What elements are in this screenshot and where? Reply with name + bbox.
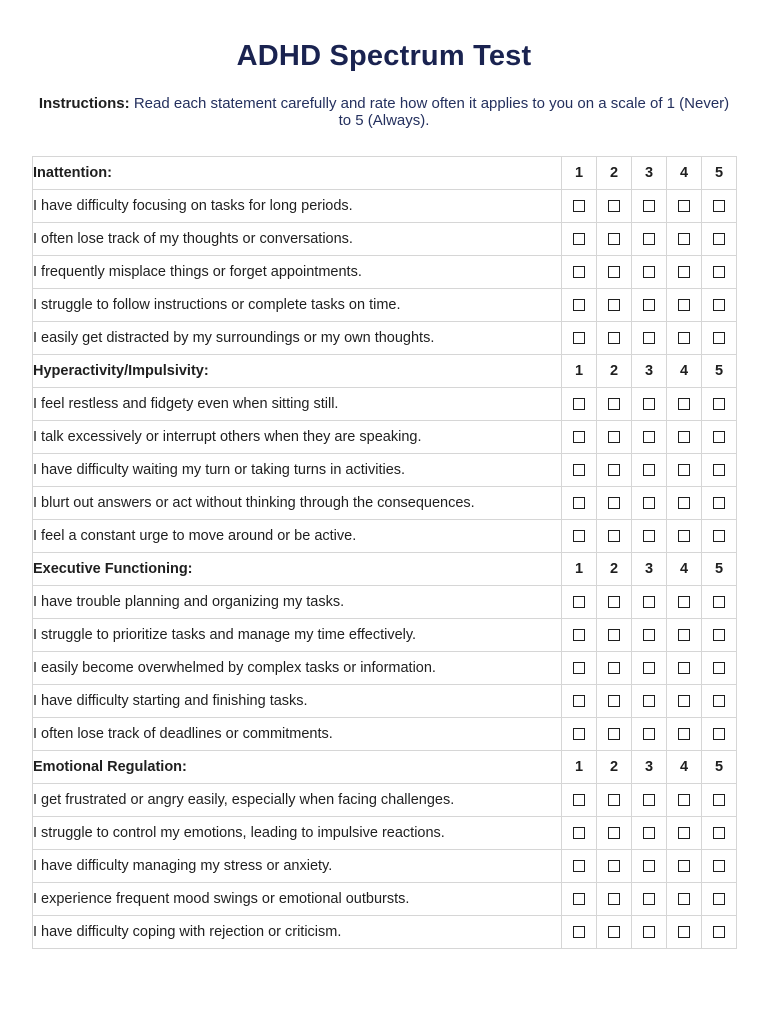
rating-cell-2: [597, 916, 632, 949]
statement-text: I have difficulty focusing on tasks for long periods.: [33, 190, 562, 223]
rating-checkbox-5[interactable]: [713, 299, 725, 311]
scale-label-4: 4: [667, 553, 702, 586]
rating-cell-3: [632, 322, 667, 355]
scale-label-2: 2: [597, 157, 632, 190]
rating-cell-2: [597, 883, 632, 916]
rating-cell-1: [562, 190, 597, 223]
rating-cell-4: [667, 916, 702, 949]
rating-cell-1: [562, 883, 597, 916]
statement-text: I feel restless and fidgety even when sitting still.: [33, 388, 562, 421]
rating-checkbox-5[interactable]: [713, 728, 725, 740]
rating-checkbox-3[interactable]: [643, 299, 655, 311]
rating-checkbox-1[interactable]: [573, 398, 585, 410]
rating-checkbox-1[interactable]: [573, 431, 585, 443]
rating-cell-4: [667, 289, 702, 322]
rating-table-body: [33, 157, 737, 949]
rating-cell-3: [632, 454, 667, 487]
section-header-hyperactivity-impulsivity: [33, 355, 737, 388]
rating-checkbox-2[interactable]: [608, 728, 620, 740]
rating-checkbox-1[interactable]: [573, 629, 585, 641]
rating-cell-2: [597, 619, 632, 652]
rating-checkbox-4[interactable]: [678, 926, 690, 938]
rating-checkbox-4[interactable]: [678, 464, 690, 476]
rating-checkbox-2[interactable]: [608, 266, 620, 278]
rating-cell-2: [597, 784, 632, 817]
rating-cell-3: [632, 685, 667, 718]
rating-checkbox-5[interactable]: [713, 530, 725, 542]
rating-cell-1: [562, 454, 597, 487]
scale-label-4: 4: [667, 157, 702, 190]
rating-cell-4: [667, 520, 702, 553]
rating-cell-1: [562, 586, 597, 619]
rating-cell-4: [667, 256, 702, 289]
rating-cell-4: [667, 223, 702, 256]
rating-cell-4: [667, 454, 702, 487]
rating-cell-2: [597, 223, 632, 256]
rating-cell-5: [702, 586, 737, 619]
rating-checkbox-2[interactable]: [608, 893, 620, 905]
statement-text: I get frustrated or angry easily, especially when facing challenges.: [33, 784, 562, 817]
rating-checkbox-1[interactable]: [573, 860, 585, 872]
rating-checkbox-1[interactable]: [573, 662, 585, 674]
rating-cell-5: [702, 619, 737, 652]
rating-checkbox-4[interactable]: [678, 332, 690, 344]
rating-checkbox-4[interactable]: [678, 893, 690, 905]
rating-cell-3: [632, 586, 667, 619]
rating-checkbox-2[interactable]: [608, 662, 620, 674]
scale-label-4: 4: [667, 355, 702, 388]
rating-cell-1: [562, 322, 597, 355]
scale-label-5: 5: [702, 553, 737, 586]
rating-checkbox-1[interactable]: [573, 926, 585, 938]
statement-text: I have trouble planning and organizing my tasks.: [33, 586, 562, 619]
rating-checkbox-1[interactable]: [573, 464, 585, 476]
rating-cell-4: [667, 817, 702, 850]
rating-cell-1: [562, 421, 597, 454]
rating-checkbox-2[interactable]: [608, 695, 620, 707]
rating-checkbox-1[interactable]: [573, 827, 585, 839]
statement-text: I struggle to follow instructions or complete tasks on time.: [33, 289, 562, 322]
rating-cell-5: [702, 520, 737, 553]
statement-row: [33, 256, 737, 289]
scale-label-3: 3: [632, 355, 667, 388]
rating-checkbox-3[interactable]: [643, 662, 655, 674]
rating-cell-5: [702, 454, 737, 487]
rating-cell-2: [597, 718, 632, 751]
rating-cell-2: [597, 685, 632, 718]
rating-cell-4: [667, 784, 702, 817]
scale-label-1: 1: [562, 355, 597, 388]
rating-checkbox-3[interactable]: [643, 695, 655, 707]
rating-checkbox-2[interactable]: [608, 332, 620, 344]
rating-cell-3: [632, 619, 667, 652]
statement-text: I frequently misplace things or forget appointments.: [33, 256, 562, 289]
rating-cell-2: [597, 487, 632, 520]
rating-cell-5: [702, 289, 737, 322]
statement-text: I blurt out answers or act without thinking through the consequences.: [33, 487, 562, 520]
rating-cell-5: [702, 850, 737, 883]
statement-row: [33, 223, 737, 256]
rating-checkbox-1[interactable]: [573, 233, 585, 245]
rating-checkbox-3[interactable]: [643, 530, 655, 542]
rating-checkbox-4[interactable]: [678, 266, 690, 278]
rating-cell-5: [702, 487, 737, 520]
rating-checkbox-2[interactable]: [608, 629, 620, 641]
rating-checkbox-4[interactable]: [678, 596, 690, 608]
rating-checkbox-5[interactable]: [713, 200, 725, 212]
rating-cell-1: [562, 718, 597, 751]
rating-cell-4: [667, 619, 702, 652]
rating-cell-4: [667, 850, 702, 883]
rating-checkbox-5[interactable]: [713, 431, 725, 443]
rating-checkbox-4[interactable]: [678, 233, 690, 245]
statement-row: [33, 619, 737, 652]
rating-cell-4: [667, 652, 702, 685]
rating-cell-2: [597, 421, 632, 454]
rating-cell-3: [632, 421, 667, 454]
scale-label-4: 4: [667, 751, 702, 784]
rating-checkbox-5[interactable]: [713, 398, 725, 410]
rating-checkbox-3[interactable]: [643, 398, 655, 410]
rating-checkbox-3[interactable]: [643, 893, 655, 905]
statement-row: [33, 322, 737, 355]
statement-row: [33, 718, 737, 751]
rating-cell-1: [562, 520, 597, 553]
rating-checkbox-4[interactable]: [678, 662, 690, 674]
scale-label-1: 1: [562, 751, 597, 784]
rating-checkbox-4[interactable]: [678, 530, 690, 542]
rating-checkbox-2[interactable]: [608, 926, 620, 938]
rating-checkbox-3[interactable]: [643, 926, 655, 938]
scale-label-3: 3: [632, 157, 667, 190]
rating-cell-1: [562, 916, 597, 949]
rating-checkbox-3[interactable]: [643, 860, 655, 872]
rating-cell-2: [597, 190, 632, 223]
rating-checkbox-5[interactable]: [713, 695, 725, 707]
rating-checkbox-1[interactable]: [573, 794, 585, 806]
instructions-text: Read each statement carefully and rate how often it applies to you on a scale of 1 (Never) to 5 (Always).: [133, 95, 730, 129]
rating-cell-1: [562, 685, 597, 718]
rating-checkbox-1[interactable]: [573, 893, 585, 905]
rating-checkbox-3[interactable]: [643, 464, 655, 476]
rating-checkbox-1[interactable]: [573, 695, 585, 707]
section-header-executive-functioning: [33, 553, 737, 586]
statement-row: [33, 652, 737, 685]
section-heading: Inattention:: [33, 157, 562, 190]
statement-row: [33, 817, 737, 850]
rating-checkbox-3[interactable]: [643, 266, 655, 278]
rating-cell-5: [702, 652, 737, 685]
rating-cell-4: [667, 685, 702, 718]
rating-cell-4: [667, 388, 702, 421]
rating-cell-3: [632, 223, 667, 256]
rating-cell-1: [562, 850, 597, 883]
section-heading: Executive Functioning:: [33, 553, 562, 586]
statement-text: I often lose track of my thoughts or conversations.: [33, 223, 562, 256]
statement-row: [33, 520, 737, 553]
rating-checkbox-1[interactable]: [573, 200, 585, 212]
statement-text: I experience frequent mood swings or emotional outbursts.: [33, 883, 562, 916]
rating-checkbox-1[interactable]: [573, 728, 585, 740]
rating-cell-5: [702, 223, 737, 256]
rating-cell-4: [667, 487, 702, 520]
rating-checkbox-1[interactable]: [573, 530, 585, 542]
rating-cell-3: [632, 289, 667, 322]
rating-checkbox-5[interactable]: [713, 893, 725, 905]
statement-row: [33, 421, 737, 454]
statement-text: I easily get distracted by my surroundings or my own thoughts.: [33, 322, 562, 355]
rating-cell-3: [632, 388, 667, 421]
rating-checkbox-4[interactable]: [678, 431, 690, 443]
statement-text: I struggle to control my emotions, leading to impulsive reactions.: [33, 817, 562, 850]
rating-cell-5: [702, 388, 737, 421]
rating-cell-1: [562, 619, 597, 652]
rating-checkbox-3[interactable]: [643, 233, 655, 245]
instructions-label: Instructions:: [38, 95, 130, 112]
rating-cell-4: [667, 883, 702, 916]
rating-checkbox-2[interactable]: [608, 464, 620, 476]
rating-cell-2: [597, 388, 632, 421]
rating-cell-3: [632, 916, 667, 949]
rating-checkbox-2[interactable]: [608, 596, 620, 608]
rating-checkbox-2[interactable]: [608, 398, 620, 410]
rating-checkbox-5[interactable]: [713, 596, 725, 608]
instructions: [38, 95, 730, 129]
statement-text: I feel a constant urge to move around or be active.: [33, 520, 562, 553]
scale-label-5: 5: [702, 157, 737, 190]
rating-checkbox-5[interactable]: [713, 794, 725, 806]
rating-cell-2: [597, 289, 632, 322]
statement-row: [33, 586, 737, 619]
rating-checkbox-5[interactable]: [713, 629, 725, 641]
rating-checkbox-1[interactable]: [573, 596, 585, 608]
rating-cell-2: [597, 817, 632, 850]
rating-cell-1: [562, 652, 597, 685]
scale-label-5: 5: [702, 751, 737, 784]
rating-cell-2: [597, 520, 632, 553]
statement-text: I struggle to prioritize tasks and manage my time effectively.: [33, 619, 562, 652]
rating-checkbox-4[interactable]: [678, 629, 690, 641]
rating-checkbox-4[interactable]: [678, 299, 690, 311]
rating-checkbox-4[interactable]: [678, 827, 690, 839]
rating-checkbox-4[interactable]: [678, 860, 690, 872]
rating-cell-5: [702, 784, 737, 817]
rating-cell-1: [562, 256, 597, 289]
rating-checkbox-2[interactable]: [608, 233, 620, 245]
statement-row: [33, 916, 737, 949]
statement-row: [33, 289, 737, 322]
rating-cell-1: [562, 487, 597, 520]
scale-label-1: 1: [562, 553, 597, 586]
rating-checkbox-4[interactable]: [678, 200, 690, 212]
rating-checkbox-3[interactable]: [643, 629, 655, 641]
rating-checkbox-4[interactable]: [678, 794, 690, 806]
rating-checkbox-5[interactable]: [713, 662, 725, 674]
rating-cell-1: [562, 817, 597, 850]
statement-text: I often lose track of deadlines or commitments.: [33, 718, 562, 751]
rating-cell-5: [702, 256, 737, 289]
scale-label-2: 2: [597, 751, 632, 784]
rating-cell-4: [667, 421, 702, 454]
rating-cell-3: [632, 487, 667, 520]
scale-label-1: 1: [562, 157, 597, 190]
scale-label-3: 3: [632, 751, 667, 784]
section-header-emotional-regulation: [33, 751, 737, 784]
rating-checkbox-2[interactable]: [608, 431, 620, 443]
rating-cell-3: [632, 883, 667, 916]
statement-row: [33, 454, 737, 487]
rating-cell-3: [632, 652, 667, 685]
section-header-inattention: [33, 157, 737, 190]
rating-cell-3: [632, 190, 667, 223]
rating-checkbox-5[interactable]: [713, 860, 725, 872]
rating-checkbox-4[interactable]: [678, 728, 690, 740]
rating-checkbox-3[interactable]: [643, 497, 655, 509]
rating-cell-5: [702, 322, 737, 355]
rating-checkbox-5[interactable]: [713, 497, 725, 509]
rating-cell-1: [562, 223, 597, 256]
rating-cell-2: [597, 652, 632, 685]
rating-cell-1: [562, 388, 597, 421]
rating-cell-5: [702, 421, 737, 454]
rating-checkbox-2[interactable]: [608, 530, 620, 542]
statement-row: [33, 685, 737, 718]
rating-checkbox-1[interactable]: [573, 266, 585, 278]
rating-checkbox-3[interactable]: [643, 332, 655, 344]
rating-cell-3: [632, 817, 667, 850]
rating-checkbox-1[interactable]: [573, 332, 585, 344]
rating-checkbox-2[interactable]: [608, 860, 620, 872]
rating-cell-4: [667, 718, 702, 751]
scale-label-2: 2: [597, 553, 632, 586]
rating-checkbox-5[interactable]: [713, 266, 725, 278]
statement-text: I have difficulty starting and finishing tasks.: [33, 685, 562, 718]
rating-cell-3: [632, 520, 667, 553]
rating-checkbox-2[interactable]: [608, 827, 620, 839]
statement-text: I have difficulty coping with rejection or criticism.: [33, 916, 562, 949]
rating-cell-1: [562, 784, 597, 817]
rating-checkbox-5[interactable]: [713, 332, 725, 344]
rating-checkbox-1[interactable]: [573, 299, 585, 311]
rating-checkbox-2[interactable]: [608, 794, 620, 806]
statement-text: I have difficulty waiting my turn or taking turns in activities.: [33, 454, 562, 487]
rating-cell-5: [702, 190, 737, 223]
statement-row: [33, 487, 737, 520]
rating-cell-2: [597, 454, 632, 487]
rating-checkbox-3[interactable]: [643, 431, 655, 443]
statement-row: [33, 850, 737, 883]
rating-checkbox-3[interactable]: [643, 827, 655, 839]
rating-cell-4: [667, 586, 702, 619]
scale-label-3: 3: [632, 553, 667, 586]
rating-checkbox-5[interactable]: [713, 464, 725, 476]
statement-row: [33, 883, 737, 916]
statement-row: [33, 388, 737, 421]
rating-checkbox-5[interactable]: [713, 926, 725, 938]
rating-checkbox-2[interactable]: [608, 497, 620, 509]
rating-cell-3: [632, 850, 667, 883]
statement-text: I easily become overwhelmed by complex tasks or information.: [33, 652, 562, 685]
rating-cell-2: [597, 850, 632, 883]
rating-cell-4: [667, 190, 702, 223]
statement-row: [33, 784, 737, 817]
rating-cell-5: [702, 685, 737, 718]
rating-cell-1: [562, 289, 597, 322]
section-heading: Hyperactivity/Impulsivity:: [33, 355, 562, 388]
rating-checkbox-3[interactable]: [643, 794, 655, 806]
rating-cell-5: [702, 916, 737, 949]
rating-checkbox-4[interactable]: [678, 398, 690, 410]
statement-text: I have difficulty managing my stress or anxiety.: [33, 850, 562, 883]
rating-cell-2: [597, 256, 632, 289]
rating-cell-4: [667, 322, 702, 355]
rating-checkbox-3[interactable]: [643, 728, 655, 740]
rating-checkbox-5[interactable]: [713, 233, 725, 245]
rating-cell-3: [632, 784, 667, 817]
rating-cell-5: [702, 817, 737, 850]
rating-cell-5: [702, 718, 737, 751]
rating-checkbox-2[interactable]: [608, 200, 620, 212]
statement-text: I talk excessively or interrupt others when they are speaking.: [33, 421, 562, 454]
rating-cell-3: [632, 256, 667, 289]
rating-cell-3: [632, 718, 667, 751]
rating-checkbox-3[interactable]: [643, 200, 655, 212]
rating-cell-5: [702, 883, 737, 916]
rating-checkbox-1[interactable]: [573, 497, 585, 509]
scale-label-2: 2: [597, 355, 632, 388]
section-heading: Emotional Regulation:: [33, 751, 562, 784]
rating-table: [32, 156, 737, 949]
rating-checkbox-2[interactable]: [608, 299, 620, 311]
rating-cell-2: [597, 322, 632, 355]
rating-checkbox-4[interactable]: [678, 497, 690, 509]
statement-row: [33, 190, 737, 223]
page-title: ADHD Spectrum Test: [236, 40, 532, 72]
rating-checkbox-4[interactable]: [678, 695, 690, 707]
rating-checkbox-5[interactable]: [713, 827, 725, 839]
rating-cell-2: [597, 586, 632, 619]
rating-checkbox-3[interactable]: [643, 596, 655, 608]
scale-label-5: 5: [702, 355, 737, 388]
